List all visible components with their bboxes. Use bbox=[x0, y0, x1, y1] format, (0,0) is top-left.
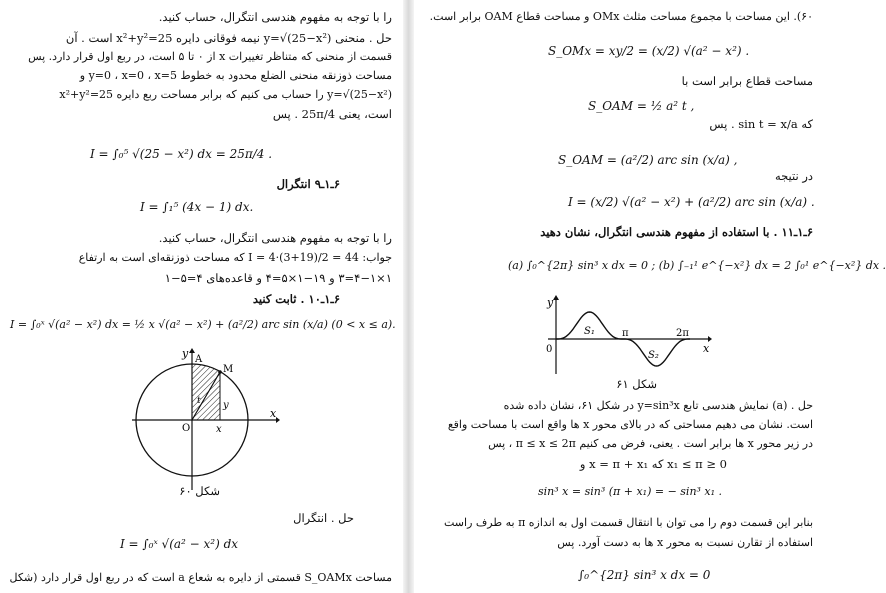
section-heading: ۶ـ۱ـ۱۱ . با استفاده از مفهوم هندسی انتگرال، نشان دهید bbox=[540, 225, 813, 239]
text-line: در نتیجه bbox=[774, 169, 813, 183]
equation-integral-circle: I = ∫₀⁵ √(25 − x²) dx = 25π/4 . bbox=[90, 147, 273, 161]
angle-t-label: t bbox=[197, 396, 201, 406]
book-spine bbox=[403, 0, 414, 593]
text-line: حل . انتگرال bbox=[293, 511, 354, 525]
text-line: مساحت قطاع برابر است با bbox=[681, 74, 813, 88]
equation-result: I = (x/2) √(a² − x²) + (a²/2) arc sin (x/a) . bbox=[568, 195, 815, 209]
right-page bbox=[418, 0, 886, 593]
section-heading: ۶ـ۱ـ۱۰ . ثابت کنید bbox=[252, 292, 340, 306]
text-line: حل . منحنی y=√(25−x²) نیمه فوقانی دایره x²+y²=25 است . آن bbox=[65, 31, 392, 45]
x-axis-label: x bbox=[703, 342, 710, 355]
section-heading: ۶ـ۱ـ۹ انتگرال bbox=[276, 177, 340, 191]
equation-shift: sin³ x = sin³ (π + x₁) = − sin³ x₁ . bbox=[538, 485, 723, 498]
text-line: حل . (a) نمایش هندسی تابع y=sin³x در شکل ۶۱، نشان داده شده bbox=[503, 399, 813, 412]
figure-caption: شکل ۶۰ bbox=[179, 484, 220, 498]
point-A-label: A bbox=[195, 354, 203, 365]
text-line: است. نشان می دهیم مساحتی که در بالای محور x ها واقع است با مساحت واقع bbox=[447, 418, 813, 431]
text-line: y=√(25−x²) را حساب می کنیم که برابر مساحت ربع دایره x²+y²=25 bbox=[59, 88, 392, 101]
text-line: جواب: I = 4·(3+19)/2 = 44 که مساحت ذوزنقه‌ای است به ارتفاع bbox=[78, 251, 392, 264]
equation-trapezoid: I = ∫₁⁵ (4x − 1) dx. bbox=[140, 200, 254, 214]
equation-sector-area: S_OAM = ½ a² t , bbox=[588, 99, 695, 113]
point-M-label: M bbox=[223, 364, 234, 375]
text-line: را با توجه به مفهوم هندسی انتگرال، حساب کنید. bbox=[158, 10, 392, 24]
text-line: است، یعنی 25π/4 . پس bbox=[272, 107, 392, 121]
y-axis-label: y bbox=[547, 296, 554, 309]
equation-prove: I = ∫₀ˣ √(a² − x²) dx = ½ x √(a² − x²) + (a²/2) arc sin (x/a) (0 < x ≤ a). bbox=[10, 318, 396, 331]
two-pi-tick-label: 2π bbox=[676, 328, 689, 339]
text-line: 0 ≤ x₁ ≤ π که x = π + x₁ و bbox=[579, 457, 727, 471]
equation-integral-def: I = ∫₀ˣ √(a² − x²) dx bbox=[120, 537, 239, 551]
text-line: در زیر محور x ها برابر است . یعنی، فرض می کنیم π ≤ x ≤ 2π ، پس bbox=[488, 437, 813, 450]
equation-triangle-area: S_OMx = xy/2 = (x/2) √(a² − x²) . bbox=[548, 44, 750, 58]
text-line: که sin t = x/a . پس bbox=[709, 117, 813, 131]
text-line: بنابر این قسمت دوم را می توان با انتقال قسمت اول به اندازه π به طرف راست bbox=[444, 516, 813, 529]
figure-caption: شکل ۶۱ bbox=[616, 377, 657, 391]
pi-tick-label: π bbox=[622, 328, 629, 339]
text-line: مساحت S_OAMx قسمتی از دایره به شعاع a است که در ربع اول قرار دارد (شکل bbox=[9, 571, 392, 584]
x-axis-label: x bbox=[270, 407, 277, 420]
text-line: استفاده از تقارن نسبت به محور x ها به دست آورد. پس bbox=[557, 536, 813, 549]
y-axis-label: y bbox=[182, 347, 189, 360]
origin-O-label: O bbox=[182, 423, 191, 434]
equation-show: (a) ∫₀^{2π} sin³ x dx = 0 ; (b) ∫₋₁¹ e^{−x²} dx = 2 ∫₀¹ e^{−x²} dx . bbox=[508, 259, 886, 272]
text-line: مساحت ذوزنقه منحنی الضلع محدود به خطوط y=0 ، x=0 ، x=5 و bbox=[79, 69, 392, 82]
text-line: ۶۰). این مساحت با مجموع مساحت مثلث OMx و مساحت قطاع OAM برابر است. bbox=[429, 10, 813, 23]
area-S1-label: S₁ bbox=[584, 326, 595, 337]
text-line: ۱×۴−۱=۳ و ۱۹−۱×۵=۴ و قاعده‌های ۴=۵−۱ bbox=[164, 271, 392, 285]
text-line: را با توجه به مفهوم هندسی انتگرال، حساب کنید. bbox=[158, 231, 392, 245]
origin-label: 0 bbox=[546, 344, 553, 355]
equation-sector-arcsin: S_OAM = (a²/2) arc sin (x/a) , bbox=[558, 153, 738, 167]
x-tick-label: x bbox=[216, 424, 222, 435]
area-S2-label: S₂ bbox=[648, 350, 659, 361]
equation-final: ∫₀^{2π} sin³ x dx = 0 bbox=[578, 568, 711, 582]
figure-60-circle bbox=[130, 345, 280, 495]
left-page bbox=[0, 0, 400, 593]
figure-61-sine-cubed bbox=[542, 292, 712, 377]
y-dimension-label: y bbox=[223, 400, 229, 411]
text-line: قسمت از منحنی که متناظر تغییرات x از ۰ تا ۵ است، در ربع اول قرار دارد. پس bbox=[28, 50, 392, 63]
